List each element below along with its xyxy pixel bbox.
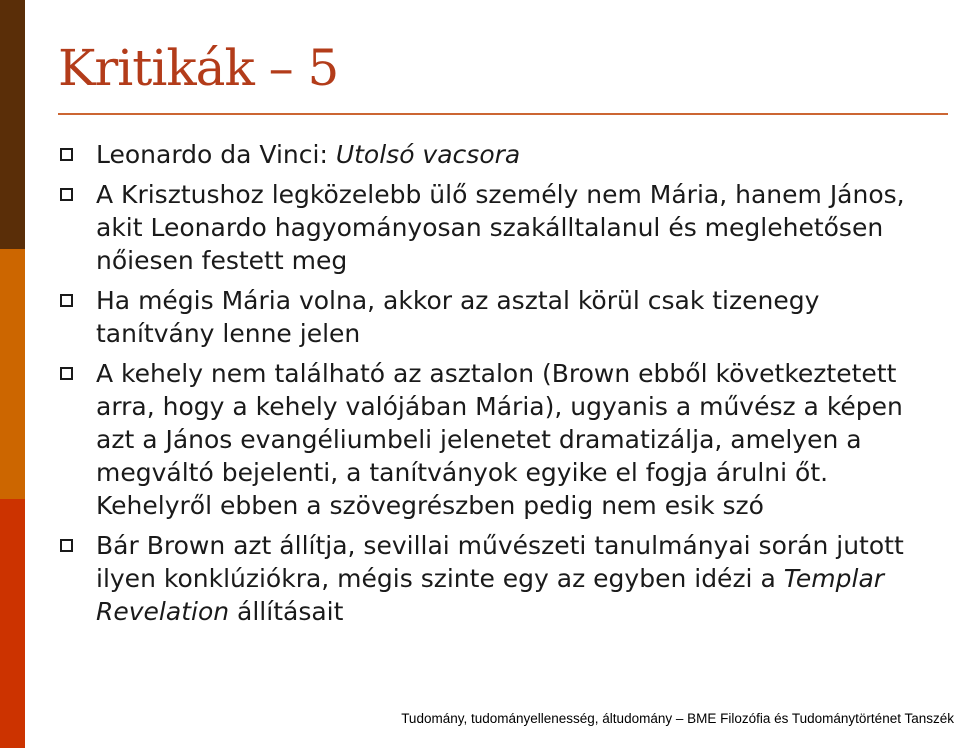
bullet-text: A kehely nem található az asztalon (Brown ebből következtetett arra, hogy a kehely valójában Mária), ugyanis a művész a képen azt a János evangéliumbeli jelenetet dramatizálja, amelyen a megváltó bejelenti, a tanítványok egyike el fogja árulni őt. Kehelyről ebben a szövegrészben pedig nem esik szó (96, 359, 903, 520)
bullet-list (60, 138, 940, 635)
bullet-item (60, 357, 940, 522)
bullet-text-tail: állításait (229, 597, 344, 626)
hollow-square-bullet-icon (60, 367, 73, 380)
bullet-text: Leonardo da Vinci: (96, 140, 336, 169)
bullet-item (60, 138, 940, 171)
bullet-text: Ha mégis Mária volna, akkor az asztal körül csak tizenegy tanítvány lenne jelen (96, 286, 820, 348)
slide-footer: Tudomány, tudományellenesség, áltudomány – BME Filozófia és Tudománytörténet Tanszék (401, 711, 954, 726)
bullet-italic-title: Templar Revelation (96, 564, 885, 626)
bullet-italic-title: Utolsó vacsora (335, 140, 521, 169)
hollow-square-bullet-icon (60, 148, 73, 161)
hollow-square-bullet-icon (60, 539, 73, 552)
bullet-item (60, 529, 940, 628)
sidebar-stripe-dark (0, 0, 25, 249)
title-divider (58, 113, 948, 115)
sidebar-stripe (0, 0, 25, 748)
bullet-text: A Krisztushoz legközelebb ülő személy nem Mária, hanem János, akit Leonardo hagyományosan szakálltalanul és meglehetősen nőiesen festett meg (96, 180, 905, 275)
sidebar-stripe-red (0, 499, 25, 748)
slide-title: Kritikák – 5 (58, 39, 339, 97)
hollow-square-bullet-icon (60, 294, 73, 307)
bullet-item (60, 178, 940, 277)
bullet-item (60, 284, 940, 350)
bullet-text: Bár Brown azt állítja, sevillai művészeti tanulmányai során jutott ilyen konklúziókra, mégis szinte egy az egyben idézi a (96, 531, 904, 593)
hollow-square-bullet-icon (60, 188, 73, 201)
sidebar-stripe-orange (0, 249, 25, 499)
